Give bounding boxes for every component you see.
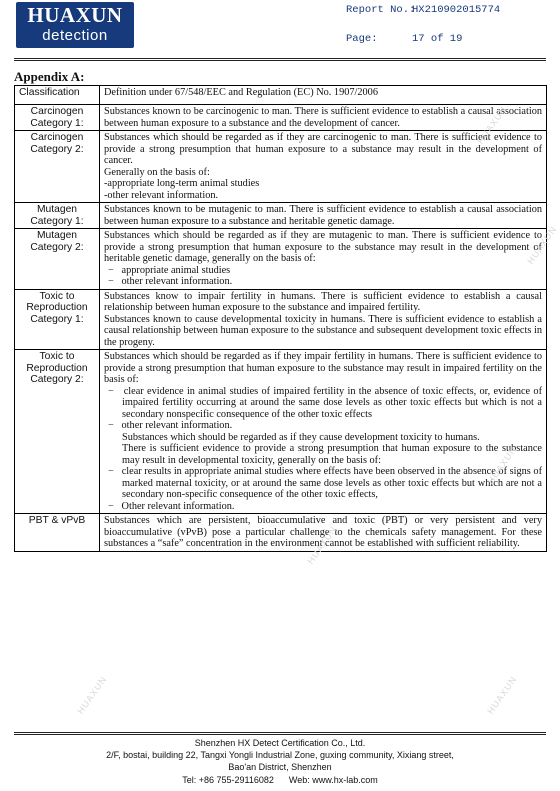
report-number-label: Report No.: [346,4,416,16]
definition-text: Substances which should be regarded as if they are carcinogenic to man. There is sufficient evidence to provide a strong presumption that human exposure to a substance may result in the development of cancer. [104,132,542,166]
watermark-logo: HUAXUN [485,674,519,716]
definition-text: Substances which should be regarded as if they are mutagenic to man. There is sufficient evidence to provide a strong presumption that human exposure to the substance may result in the development of heritable genetic damage, generally on the basis of: [104,230,542,264]
logo-text-sub: detection [42,27,108,44]
definition-cell [100,350,547,514]
definition-text: Substances which should be regarded as if they impair fertility in humans. There is sufficient evidence to provide a strong presumption that human exposure to the substance may result in impaired fertility on the basis of: [104,351,542,385]
bullet-text: other relevant information. [121,420,233,431]
dash-marker: − [108,500,122,512]
footer-company: Shenzhen HX Detect Certification Co., Ltd. [194,738,366,748]
definition-text: -other relevant information. [104,189,219,201]
classification-label: Mutagen Category 2: [15,229,100,290]
definition-text: Substances which should be regarded as if they cause development toxicity to humans. [122,431,480,443]
page-number: 17 of 19 [412,33,463,45]
definition-cell [100,203,547,229]
dash-marker: − [108,466,122,477]
watermark-logo: HUAXUN [485,444,519,486]
bullet-text: clear evidence in animal studies of impaired fertility in the absence of toxic effects, or, evidence of impaired fertility occurring at around the same dose levels as other toxic effects but which is not a secondary nonspecific consequence of the other toxic effects [122,385,543,420]
bullet-text: appropriate animal studies [121,264,231,276]
footer-address-line1: 2/F, bostai, building 22, Tangxi Yongli Industrial Zone, guxing community, Xixiang street, [106,750,454,760]
classification-label: Carcinogen Category 2: [15,131,100,203]
table-row [15,350,547,514]
bullet-item [104,276,542,288]
company-logo [16,2,134,48]
classification-label: PBT & vPvB [15,514,100,552]
classification-table [14,85,547,552]
table-row [15,105,547,131]
footer-contact: Tel: +86 755-29116082 Web: www.hx-lab.com [182,775,378,785]
definition-text: Substances know to impair fertility in humans. There is sufficient evidence to establish a causal relationship between human exposure to the substance and impaired fertility. [104,290,542,313]
definition-text: Generally on the basis of: [104,166,210,178]
dash-marker: − [108,264,122,276]
table-row [15,203,547,229]
classification-label: Mutagen Category 1: [15,203,100,229]
table-row [15,131,547,203]
header-rule [14,58,546,59]
bullet-text: clear results in appropriate animal studies where effects have been observed in the absence of signs of marked maternal toxicity, or at around the same dose levels as other toxic effects but which are not a secondary non-specific consequence of the other toxic effects, [121,466,543,500]
table-row [15,289,547,350]
watermark-logo: HUAXUN [305,524,339,566]
table-row [15,229,547,290]
bullet-item [104,466,542,501]
bullet-text: Other relevant information. [121,500,235,512]
footer-rule [14,732,546,733]
table-row [15,514,547,552]
watermark-logo: HUAXUN [75,674,109,716]
column-header-definition: Definition under 67/548/EEC and Regulation (EC) No. 1907/2006 [100,86,547,105]
watermark-logo: HUAXUN [525,224,559,266]
page-label: Page: [346,33,378,45]
footer-address-line2: Bao'an District, Shenzhen [228,762,332,772]
appendix-heading: Appendix A: [14,69,85,84]
bullet-item [104,386,542,421]
bullet-item [104,501,542,513]
classification-label: Toxic to Reproduction Category 1: [15,289,100,350]
dash-marker: − [108,276,122,287]
definition-text: -appropriate long-term animal studies [104,178,260,189]
dash-marker: − [108,385,124,397]
header-rule-thin [14,60,546,61]
definition-text: Substances known to be mutagenic to man. There is sufficient evidence to establish a causal association between human exposure to a substance and heritable genetic damage. [104,204,542,227]
dash-marker: − [108,420,122,431]
definition-text: Substances which are persistent, bioaccumulative and toxic (PBT) or very persistent and very bioaccumulative (vPvB) pose a particular challenge to the chemicals safety management. For these substances a “safe” concentration in the environment cannot be established with sufficient reliability. [104,515,542,549]
definition-text: Substances known to be carcinogenic to man. There is sufficient evidence to establish a causal association between human exposure to a substance and the development of cancer. [104,106,542,129]
classification-label: Toxic to Reproduction Category 2: [15,350,100,514]
definition-cell [100,105,547,131]
bullet-text: other relevant information. [121,276,233,287]
bullet-item [104,420,542,432]
logo-text-main: HUAXUN [27,3,123,27]
definition-cell [100,289,547,350]
footer-rule-thin [14,734,546,735]
watermark-logo: HUAXUN [475,104,509,146]
bullet-item [104,265,542,277]
definition-cell [100,229,547,290]
classification-label: Carcinogen Category 1: [15,105,100,131]
definition-text: There is sufficient evidence to provide a strong presumption that human exposure to the substance may result in developmental toxicity, generally on the basis of: [122,443,542,466]
definition-text: Substances known to cause developmental toxicity in humans. There is sufficient evidence to establish a causal relationship between human exposure to the substance and subsequent development toxic effects in the progeny. [104,313,542,348]
report-number-value: HX210902015774 [412,4,501,16]
column-header-classification: Classification [15,86,100,105]
table-header-row [15,86,547,105]
